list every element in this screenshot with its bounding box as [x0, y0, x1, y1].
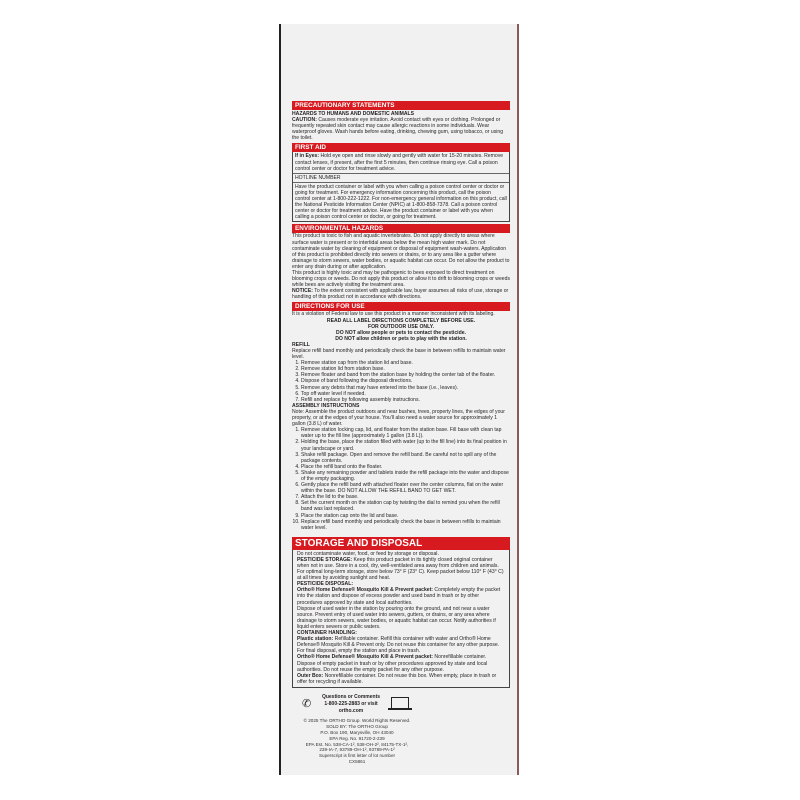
- assembly-title: ASSEMBLY INSTRUCTIONS: [292, 402, 360, 409]
- refill-title: REFILL: [292, 341, 310, 348]
- list-item: 7. Refill and replace by following assembly instructions.: [301, 397, 510, 403]
- directions-c1: READ ALL LABEL DIRECTIONS COMPLETELY BEFORE USE.: [326, 317, 476, 324]
- phone-icon: ✆: [302, 698, 312, 711]
- hazards-subtitle: HAZARDS TO HUMANS AND DOMESTIC ANIMALS: [292, 111, 415, 117]
- laptop-icon-screen: [391, 697, 409, 708]
- directions-c3: DO NOT allow people or pets to contact the pesticide.: [336, 329, 466, 336]
- list-item: 6. Top off water level if needed.: [301, 391, 510, 397]
- footer-line: EPA Est. No. 538-CA-1², 538-OH-2², 84175-TX-1²,: [305, 741, 409, 747]
- laptop-icon-base: [388, 708, 412, 710]
- caution-text: CAUTION: Causes moderate eye irritation. Avoid contact with eyes or clothing. Prolonged or frequently repeated skin contact may cause allergic reactions in some individuals. Wear waterproof gloves. Wash hands before eating, drinking, chewing gum, using tobacco, or using the toilet.: [292, 117, 504, 142]
- first-aid-eyes: If in Eyes: Hold eye open and rinse slowly and gently with water for 15-20 minutes. Remove contact lenses, if present, after the first 5 minutes, then continue rinsing eye. Call a poison control center or doctor for treatment advice.: [293, 152, 509, 173]
- footer-line: P.O. Box 190, Marysville, OH 43040: [320, 729, 394, 735]
- hotline-label: HOTLINE NUMBER: [293, 174, 509, 183]
- precautionary-header: PRECAUTIONARY STATEMENTS: [292, 101, 510, 110]
- list-item: 5. Shake any remaining powder and tablets inside the refill package into the water and dispose of the empty packaging.: [301, 470, 510, 482]
- storage-header: STORAGE AND DISPOSAL: [292, 537, 510, 550]
- pesticide-disposal-title: PESTICIDE DISPOSAL:: [297, 581, 354, 588]
- directions-section: [292, 302, 510, 530]
- list-item: 3. Remove floater and band from the station base by holding the center tab of the floater.: [301, 372, 510, 378]
- directions-c4: DO NOT allow children or pets to play with the station.: [335, 335, 467, 342]
- refill-steps: [292, 360, 510, 403]
- label-panel: [279, 24, 519, 775]
- first-aid-header: FIRST AID: [292, 143, 510, 152]
- first-aid-box: [292, 152, 510, 222]
- storage-section: [292, 537, 510, 688]
- container-handling-title: CONTAINER HANDLING:: [297, 630, 357, 637]
- outer-box: Outer Box: Nonrefillable container. Do not reuse this box. When empty, place in trash or offer for recycling if available.: [297, 672, 497, 685]
- list-item: 4. Place the refill band onto the floater.: [301, 464, 510, 470]
- list-item: 5. Remove any debris that may have entered into the base (i.e., leaves).: [301, 385, 510, 391]
- storage-intro: Do not contaminate water, food, or feed by storage or disposal.: [297, 550, 439, 557]
- list-item: 1. Remove station cap from the station lid and base.: [301, 360, 510, 366]
- list-item: 4. Dispose of band following the disposal directions.: [301, 378, 510, 384]
- list-item: 3. Shake refill package. Open and remove the refill band. Be careful not to spill any of the package contents.: [301, 452, 510, 464]
- list-item: 7. Attach the lid to the base.: [301, 494, 510, 500]
- first-aid-section: [292, 143, 510, 222]
- precautionary-section: [292, 101, 510, 141]
- environmental-section: [292, 224, 510, 300]
- questions-label: Questions or Comments: [321, 693, 381, 700]
- footer-line: EPA Reg. No. 91720-2-239: [329, 735, 385, 741]
- footer-line: SOLD BY: The ORTHO Group: [326, 723, 388, 729]
- list-item: 1. Remove station locking cap, lid, and floater from the station base. Fill base with clean tap water up to the fill line (approximately 1 gallon (3.8 L)).: [301, 427, 510, 439]
- list-item: 2. Holding the base, place the station filled with water (up to the fill line) into its final position in your landscape or yard.: [301, 439, 510, 451]
- assembly-note: Note: Assemble the product outdoors and near bushes, trees, property lines, the edges of your property, or at the edges of your house. You'll also need a water source for approximately 1 gallon (3.8 L) of water.: [292, 408, 505, 428]
- storage-box: [292, 550, 510, 688]
- environmental-header: ENVIRONMENTAL HAZARDS: [292, 224, 510, 233]
- directions-c2: FOR OUTDOOR USE ONLY.: [367, 323, 435, 330]
- contact-block: [314, 694, 388, 715]
- directions-header: DIRECTIONS FOR USE: [292, 302, 510, 311]
- refill-intro: Replace refill band monthly and periodically check the base in between refills to maintain water level.: [292, 348, 506, 361]
- directions-intro: It is a violation of Federal law to use this product in a manner inconsistent with its labeling.: [292, 311, 495, 318]
- packet-disposal: Ortho® Home Defense® Mosquito Kill & Prevent packet: Completely empty the packet into the station and dispose of excess powder and used band in trash or by other procedures approved by state and local authorities.: [297, 587, 501, 606]
- pesticide-storage: PESTICIDE STORAGE: Keep this product packet in its tightly closed original container when not in use. Store in a cool, dry, well-ventilated area away from children and animals. For optimal long-term storage, store below 73° F (23° C). Keep packet below 110° F (43° C) at all times by avoiding sunlight and heat.: [297, 556, 504, 582]
- plastic-station: Plastic station: Refillable container. Refill this container with water and Ortho® Home Defense® Mosquito Kill & Prevent only. Do not reuse this container for any other purpose. For final disposal, empty the station and place in trash.: [297, 636, 500, 655]
- footer-line: CX5861: [348, 759, 366, 765]
- footer-line: 239-IA-7, 93789-OH-1², 93789-PA-1²: [319, 747, 395, 753]
- assembly-steps: [292, 427, 510, 531]
- footer-legal: [302, 718, 412, 765]
- list-item: 6. Gently place the refill band with attached floater over the center columns, flat on the water within the base. DO NOT ALLOW THE REFILL BAND TO GET WET.: [301, 482, 510, 494]
- hotline-text: Have the product container or label with you when calling a poison control center or doctor or going for treatment. For emergency information concerning this product, call the poison control center at 1-800-222-1222. For non-emergency general information on this product, call the National Pesticide Information Center (NPIC) at 1-800-858-7378. Call a poison control center or doctor for treatment advice. Have the product container or label with you when calling a poison control center or doctor, or going for treatment.: [295, 183, 507, 221]
- contact-line: 1-800-225-2883 or visit ortho.com: [324, 700, 378, 714]
- packet-handling: Ortho® Home Defense® Mosquito Kill & Prevent packet: Nonrefillable container. Dispose of empty packet in trash or by other procedures approved by state and local authorities. Do not reuse the empty packet for any other purpose.: [297, 654, 488, 673]
- notice-text: NOTICE: To the extent consistent with applicable law, buyer assumes all risks of use, storage or handling of this product not in accordance with directions.: [292, 288, 509, 301]
- environmental-p2: This product is highly toxic and may be pathogenic to bees exposed to direct treatment on blooming crops or weeds. Do not apply this product or allow it to drift to blooming crops or weeds while bees are actively visiting the treatment area.: [292, 269, 511, 289]
- list-item: 8. Set the current month on the station cap by twisting the dial to remind you when the refill band was last replaced.: [301, 500, 510, 512]
- water-disposal: Dispose of used water in the station by pouring onto the ground, and not near a water source. Prevent entry of used water into sewers, gutters, or drains, or any area where drainage to storm sewers, water bodies, or aquatic habitat can occur. Notify authorities if liquid enters sewers or public waters.: [297, 605, 496, 630]
- laptop-icon: [388, 697, 414, 711]
- list-item: 2. Remove station lid from station base.: [301, 366, 510, 372]
- contact-row: [302, 694, 422, 715]
- footer-line: Superscript is first letter of lot number: [318, 753, 396, 759]
- environmental-p1: This product is toxic to fish and aquatic invertebrates. Do not apply directly to areas where surface water is present or to intertidal areas below the mean high water mark. Do not contaminate water by cleaning of equipment or disposal of equipment wash-waters. Application of this product is prohibited directly into sewers or drains, or to any area like a gutter where drainage to storm sewers, water bodies, or aquatic habitat can occur. Do not allow the product to enter any drain during or after application.: [292, 233, 510, 270]
- list-item: 10. Replace refill band monthly and periodically check the base in between refills to maintain water level.: [301, 519, 510, 531]
- footer-line: © 2025 The ORTHO Group. World Rights Reserved.: [303, 717, 411, 723]
- list-item: 9. Place the station cap onto the lid and base.: [301, 513, 510, 519]
